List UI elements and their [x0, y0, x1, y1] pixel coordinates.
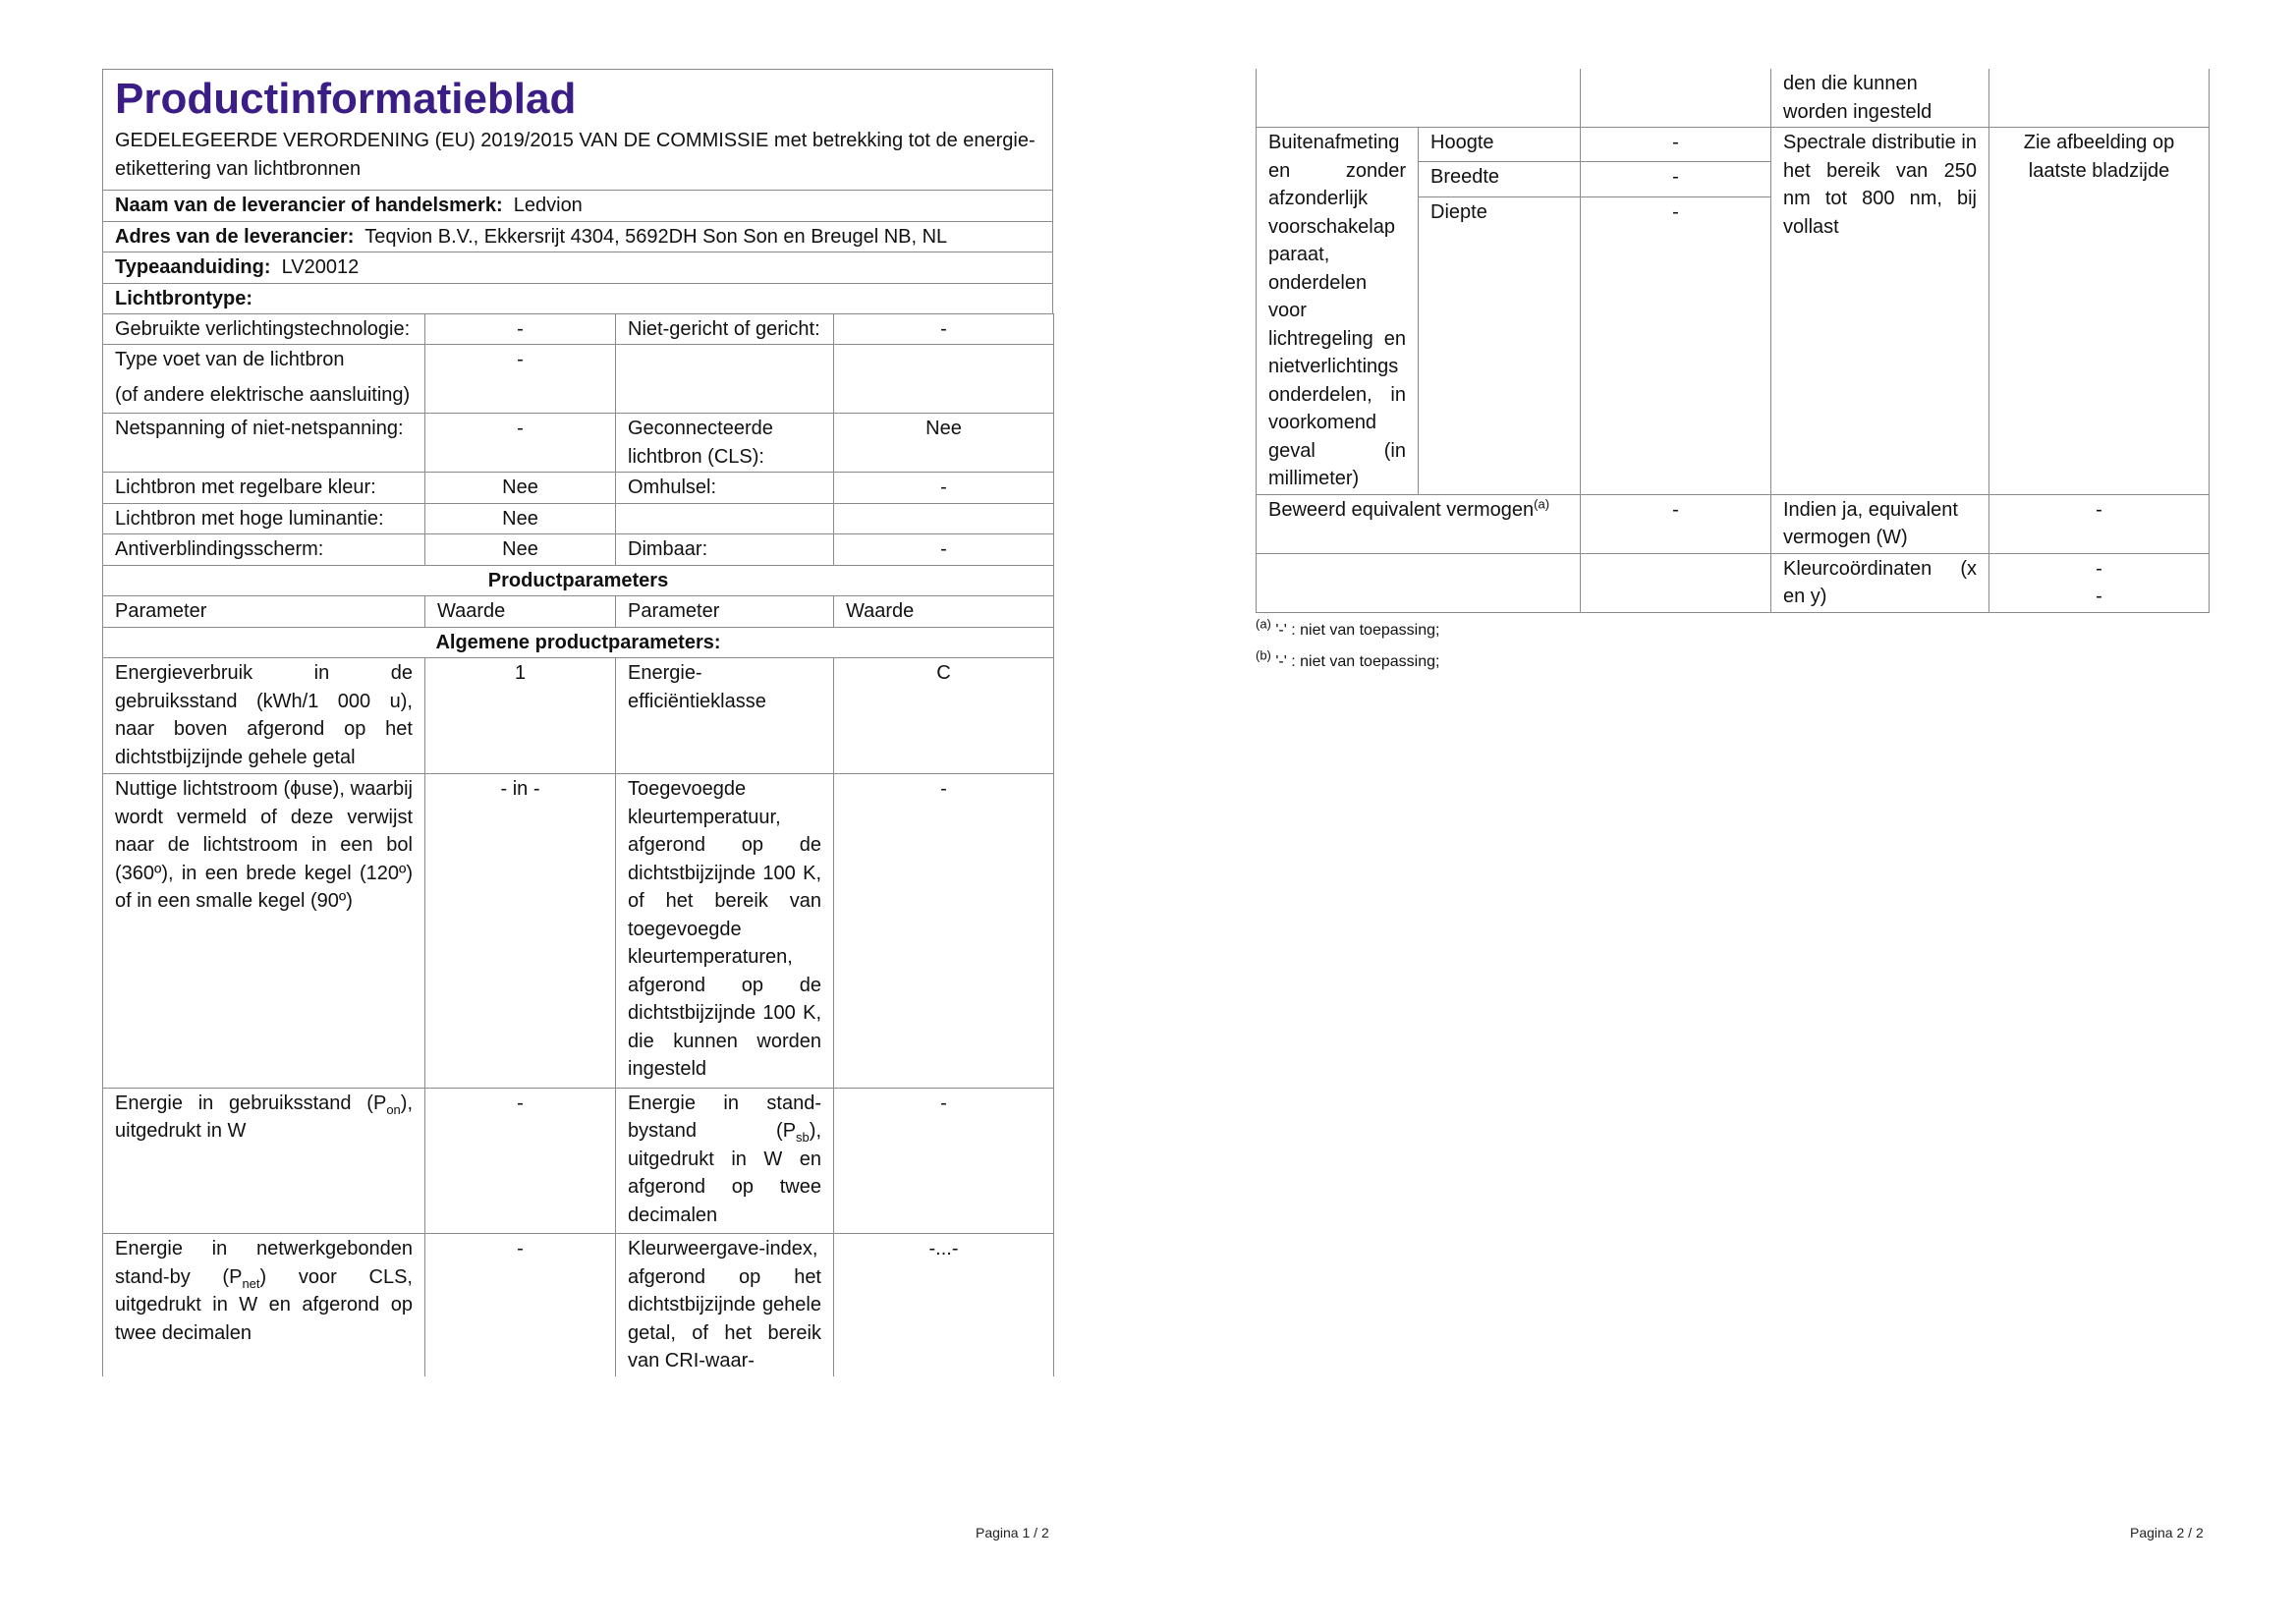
table-row	[103, 313, 1054, 345]
pnet-sub: net	[242, 1275, 260, 1291]
high-luminance-value: Nee	[425, 503, 616, 534]
eec-value: C	[834, 658, 1054, 774]
address-label: Adres van de leverancier:	[115, 225, 355, 248]
table-row	[103, 1088, 1054, 1234]
empty-cell	[834, 503, 1054, 534]
empty-cell	[1581, 553, 1771, 612]
equiv-label	[1257, 494, 1581, 553]
header-cell	[103, 70, 1053, 191]
product-info-header-table	[102, 69, 1053, 314]
directional-label: Niet-gericht of gericht:	[616, 313, 834, 345]
cct-value: -	[834, 774, 1054, 1089]
directional-value: -	[834, 313, 1054, 345]
model-row	[103, 252, 1053, 284]
dimmable-label: Dimbaar:	[616, 534, 834, 566]
pnet-value: -	[425, 1234, 616, 1376]
table-row	[1257, 553, 2210, 612]
height-value: -	[1581, 128, 1771, 162]
width-value: -	[1581, 162, 1771, 196]
chroma-x: -	[2096, 557, 2102, 580]
empty-cell	[616, 345, 834, 414]
energy-value: 1	[425, 658, 616, 774]
chroma-y: -	[2096, 586, 2102, 607]
eec-label: Energie-efficiëntieklasse	[616, 658, 834, 774]
pon-sub: on	[386, 1101, 401, 1117]
envelope-label: Omhulsel:	[616, 473, 834, 504]
page-1	[102, 69, 1053, 1376]
cap-value: -	[425, 345, 616, 414]
tech-value: -	[425, 313, 616, 345]
high-luminance-label: Lichtbron met hoge luminantie:	[103, 503, 425, 534]
address-value: Teqvion B.V., Ekkersrijt 4304, 5692DH Son Son en Breugel NB, NL	[364, 225, 948, 248]
product-params-heading: Productparameters	[103, 565, 1054, 596]
table-row	[103, 774, 1054, 1089]
cri-value: -...-	[834, 1234, 1054, 1376]
empty-cell	[1581, 69, 1771, 128]
table-row	[103, 565, 1054, 596]
tech-label: Gebruikte verlichtingstechnologie:	[103, 313, 425, 345]
equiv-label-text: Beweerd equivalent vermogen	[1268, 498, 1535, 521]
col-parameter-1: Parameter	[103, 596, 425, 628]
cls-value: Nee	[834, 414, 1054, 473]
energy-label: Energieverbruik in de gebruiksstand (kWh/1 000 u), naar boven afgerond op het dichtstbijzijnde gehele getal	[103, 658, 425, 774]
page-2-footer: Pagina 2 / 2	[2130, 1525, 2204, 1540]
footnote-a-sup: (a)	[1256, 616, 1271, 632]
footnote-b-sup: (b)	[1256, 647, 1271, 663]
flux-label: Nuttige lichtstroom (ϕuse), waarbij wordt vermeld of deze verwijst naar de lichtstroom in een bol (360º), in een brede kegel (120º) of in een smalle kegel (90º)	[103, 774, 425, 1089]
model-value: LV20012	[281, 256, 360, 278]
supplier-value: Ledvion	[513, 195, 583, 216]
dimensions-table	[1256, 69, 2210, 613]
empty-cell	[1257, 69, 1581, 128]
empty-cell	[1257, 553, 1581, 612]
table-row	[103, 658, 1054, 774]
pon-label-text: Energie in gebruiksstand (P	[115, 1092, 387, 1114]
table-row	[103, 414, 1054, 473]
col-value-2: Waarde	[834, 596, 1054, 628]
colour-tunable-value: Nee	[425, 473, 616, 504]
supplier-row	[103, 191, 1053, 222]
model-label: Typeaanduiding:	[115, 256, 271, 278]
pon-value: -	[425, 1088, 616, 1234]
psb-sub: sb	[796, 1130, 810, 1145]
equiv-value: -	[1581, 494, 1771, 553]
footnote-b	[1256, 646, 2209, 678]
table-row	[103, 596, 1054, 628]
table-row	[1257, 494, 2210, 553]
mains-label: Netspanning of niet-netspanning:	[103, 414, 425, 473]
psb-label-text-2: ), uitgedrukt in W en afgerond op twee decimalen	[628, 1120, 821, 1226]
empty-cell	[834, 345, 1054, 414]
colour-tunable-label: Lichtbron met regelbare kleur:	[103, 473, 425, 504]
page-title: Productinformatieblad	[115, 75, 577, 123]
cct-label: Toegevoegde kleurtemperatuur, afgerond op de dichtstbijzijnde 100 K, of het bereik van toegevoegde kleurtemperaturen, afgerond op de dichtstbijzijnde 100 K, die kunnen worden ingesteld	[616, 774, 834, 1089]
psb-label	[616, 1088, 834, 1234]
antiglare-value: Nee	[425, 534, 616, 566]
antiglare-label: Antiverblindingsscherm:	[103, 534, 425, 566]
footnote-a	[1256, 615, 2209, 646]
dims-label: Buitenafmetingen zonder afzonderlijk voorschakelapparaat, onderdelen voor lichtregeling en nietverlichtingsonderdelen, in voorkomend geval (in millimeter)	[1257, 128, 1419, 495]
cct-continuation: den die kunnen worden ingesteld	[1771, 69, 1989, 128]
address-row	[103, 221, 1053, 252]
spectral-label: Spectrale distributie in het bereik van 250 nm tot 800 nm, bij vollast	[1771, 128, 1989, 495]
mains-value: -	[425, 414, 616, 473]
supplier-label: Naam van de leverancier of handelsmerk:	[115, 195, 503, 216]
cap-label-2: (of andere elektrische aansluiting)	[115, 383, 411, 406]
depth-value: -	[1581, 196, 1771, 494]
cri-label: Kleurweergave-index, afgerond op het dichtstbijzijnde gehele getal, of het bereik van CRI-waar-	[616, 1234, 834, 1376]
pon-label	[103, 1088, 425, 1234]
equiv-sup: (a)	[1534, 495, 1550, 511]
pnet-label-text: Energie in netwerkgebonden stand-by (P	[115, 1238, 413, 1288]
general-params-heading: Algemene productparameters:	[103, 627, 1054, 658]
footnote-a-text: '-' : niet van toepassing;	[1275, 621, 1440, 639]
cap-label: Type voet van de lichtbron	[115, 349, 345, 370]
col-value-1: Waarde	[425, 596, 616, 628]
table-row	[1257, 69, 2210, 128]
chroma-label: Kleurcoördinaten (x en y)	[1771, 553, 1989, 612]
equiv-w-value: -	[1989, 494, 2210, 553]
page-1-footer: Pagina 1 / 2	[976, 1525, 1049, 1540]
col-parameter-2: Parameter	[616, 596, 834, 628]
table-row	[103, 627, 1054, 658]
table-row	[103, 473, 1054, 504]
cap-label-cell	[103, 345, 425, 414]
empty-cell	[1989, 69, 2210, 128]
table-row	[103, 345, 1054, 414]
spectral-value: Zie afbeelding op laatste bladzijde	[1989, 128, 2210, 495]
page-2	[1256, 69, 2209, 678]
pon-label-text-2: ), uitgedrukt in W	[115, 1092, 413, 1142]
table-row	[103, 1234, 1054, 1376]
regulation-subtitle: GEDELEGEERDE VERORDENING (EU) 2019/2015 VAN DE COMMISSIE met betrekking tot de energie-etikettering van lichtbronnen	[115, 130, 1036, 180]
product-params-table	[102, 313, 1054, 1376]
table-row	[103, 503, 1054, 534]
pnet-label-text-2: ) voor CLS, uitgedrukt in W en afgerond op twee decimalen	[115, 1265, 413, 1344]
pnet-label	[103, 1234, 425, 1376]
footnote-b-text: '-' : niet van toepassing;	[1275, 652, 1440, 670]
height-label: Hoogte	[1419, 128, 1581, 162]
lightsource-type-label: Lichtbrontype:	[103, 283, 1053, 314]
width-label: Breedte	[1419, 162, 1581, 196]
table-row	[1257, 128, 2210, 162]
empty-cell	[616, 503, 834, 534]
cls-label: Geconnecteerde lichtbron (CLS):	[616, 414, 834, 473]
table-row	[103, 534, 1054, 566]
psb-value: -	[834, 1088, 1054, 1234]
envelope-value: -	[834, 473, 1054, 504]
depth-label: Diepte	[1419, 196, 1581, 494]
dimmable-value: -	[834, 534, 1054, 566]
equiv-w-label: Indien ja, equivalent vermogen (W)	[1771, 494, 1989, 553]
flux-value: - in -	[425, 774, 616, 1089]
chroma-values	[1989, 553, 2210, 612]
psb-label-text: Energie in stand-bystand (P	[628, 1092, 821, 1142]
